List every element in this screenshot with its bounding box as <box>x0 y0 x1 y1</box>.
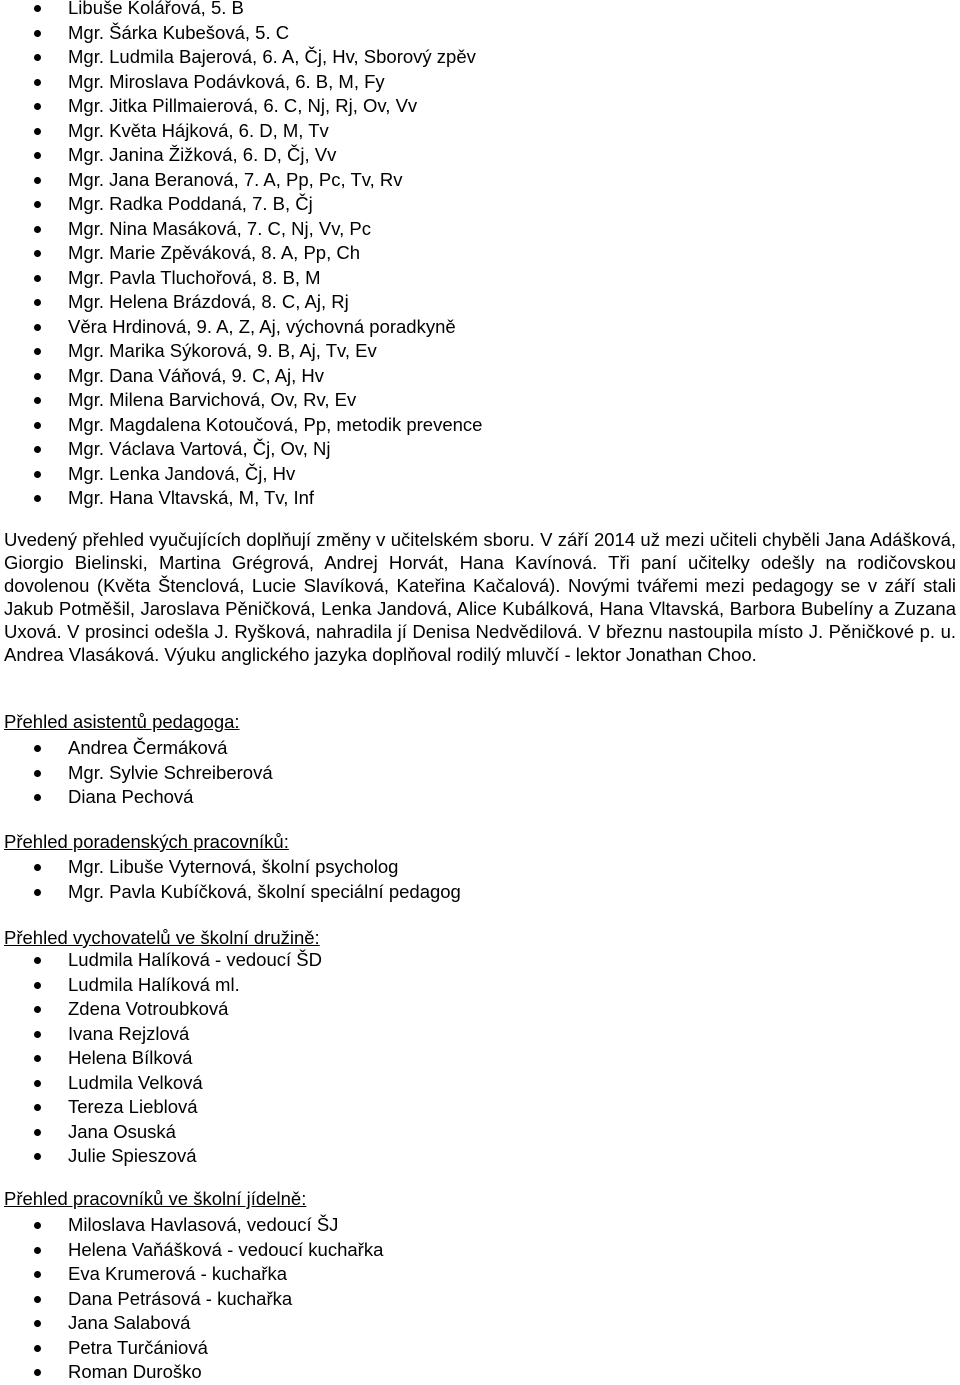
bullet-icon <box>34 471 41 478</box>
bullet-icon <box>34 397 41 404</box>
after-school-club-list <box>0 948 322 1169</box>
bullet-icon <box>34 5 41 12</box>
list-item <box>0 1022 322 1047</box>
list-item-text: Ludmila Velková <box>68 1071 203 1093</box>
list-item <box>0 880 461 905</box>
list-item <box>0 1144 322 1169</box>
teacher-list <box>0 0 482 511</box>
bullet-icon <box>34 152 41 159</box>
bullet-icon <box>34 373 41 380</box>
list-item-text: Tereza Lieblová <box>68 1096 198 1117</box>
list-item-text: Ivana Rejzlová <box>68 1022 190 1044</box>
list-item-text: Věra Hrdinová, 9. A, Z, Aj, výchovná poradkyně <box>68 315 456 337</box>
list-item <box>0 1238 383 1263</box>
bullet-icon <box>34 1320 41 1327</box>
bullet-icon <box>34 79 41 86</box>
list-item <box>0 761 273 786</box>
list-item-text: Mgr. Jana Beranová, 7. A, Pp, Pc, Tv, Rv <box>68 168 403 190</box>
list-item-text: Mgr. Ludmila Bajerová, 6. A, Čj, Hv, Sborový zpěv <box>68 46 476 67</box>
list-item <box>0 1360 383 1385</box>
bullet-icon <box>34 422 41 429</box>
list-item <box>0 94 482 119</box>
assistants-list <box>0 736 273 810</box>
list-item <box>0 997 322 1022</box>
list-item <box>0 266 482 291</box>
list-item <box>0 785 273 810</box>
list-item-text: Mgr. Pavla Tluchořová, 8. B, M <box>68 266 321 288</box>
bullet-icon <box>34 177 41 184</box>
bullet-icon <box>34 1222 41 1229</box>
bullet-icon <box>34 1031 41 1038</box>
list-item-text: Dana Petrásová - kuchařka <box>68 1287 293 1309</box>
bullet-icon <box>34 1271 41 1278</box>
bullet-icon <box>34 275 41 282</box>
list-item <box>0 217 482 242</box>
assistants-heading: Přehled asistentů pedagoga: <box>4 711 240 732</box>
list-item-text: Mgr. Magdalena Kotoučová, Pp, metodik prevence <box>68 413 483 435</box>
list-item <box>0 0 482 21</box>
list-item-text: Mgr. Milena Barvichová, Ov, Rv, Ev <box>68 389 357 410</box>
list-item <box>0 241 482 266</box>
list-item <box>0 462 482 487</box>
list-item-text: Mgr. Dana Váňová, 9. C, Aj, Hv <box>68 364 325 386</box>
list-item <box>0 1262 383 1287</box>
bullet-icon <box>34 446 41 453</box>
list-item-text: Miloslava Havlasová, vedoucí ŠJ <box>68 1214 339 1235</box>
list-item <box>0 45 482 70</box>
list-item-text: Eva Krumerová - kuchařka <box>68 1263 288 1284</box>
list-item-text: Roman Duroško <box>68 1361 202 1382</box>
list-item-text: Mgr. Janina Žižková, 6. D, Čj, Vv <box>68 144 337 165</box>
list-item-text: Mgr. Radka Poddaná, 7. B, Čj <box>68 193 313 214</box>
list-item-text: Ludmila Halíková ml. <box>68 973 240 995</box>
bullet-icon <box>34 770 41 777</box>
bullet-icon <box>34 30 41 37</box>
list-item-text: Mgr. Helena Brázdová, 8. C, Aj, Rj <box>68 291 349 312</box>
bullet-icon <box>34 128 41 135</box>
list-item <box>0 1287 383 1312</box>
bullet-icon <box>34 1369 41 1376</box>
list-item <box>0 315 482 340</box>
list-item <box>0 364 482 389</box>
list-item-text: Mgr. Libuše Vyternová, školní psycholog <box>68 856 399 877</box>
list-item-text: Mgr. Šárka Kubešová, 5. C <box>68 21 290 43</box>
list-item <box>0 1311 383 1336</box>
bullet-icon <box>34 348 41 355</box>
canteen-heading: Přehled pracovníků ve školní jídelně: <box>4 1188 307 1209</box>
bullet-icon <box>34 1129 41 1136</box>
list-item <box>0 143 482 168</box>
list-item-text: Ludmila Halíková - vedoucí ŠD <box>68 949 322 970</box>
list-item-text: Mgr. Hana Vltavská, M, Tv, Inf <box>68 487 315 508</box>
list-item <box>0 339 482 364</box>
bullet-icon <box>34 1345 41 1352</box>
list-item <box>0 290 482 315</box>
bullet-icon <box>34 1247 41 1254</box>
bullet-icon <box>34 957 41 964</box>
list-item-text: Mgr. Sylvie Schreiberová <box>68 761 273 783</box>
list-item-text: Libuše Kolářová, 5. B <box>68 0 244 18</box>
list-item <box>0 70 482 95</box>
list-item-text: Mgr. Lenka Jandová, Čj, Hv <box>68 462 296 484</box>
bullet-icon <box>34 864 41 871</box>
list-item <box>0 855 461 880</box>
list-item-text: Petra Turčániová <box>68 1336 208 1358</box>
list-item-text: Andrea Čermáková <box>68 737 228 758</box>
list-item-text: Mgr. Miroslava Podávková, 6. B, M, Fy <box>68 70 385 92</box>
bullet-icon <box>34 1055 41 1062</box>
list-item <box>0 1095 322 1120</box>
list-item <box>0 948 322 973</box>
list-item-text: Mgr. Marie Zpěváková, 8. A, Pp, Ch <box>68 242 361 263</box>
list-item-text: Mgr. Pavla Kubíčková, školní speciální pedagog <box>68 880 461 902</box>
list-item-text: Julie Spieszová <box>68 1145 197 1166</box>
list-item <box>0 192 482 217</box>
canteen-list <box>0 1213 383 1385</box>
bullet-icon <box>34 1080 41 1087</box>
list-item <box>0 736 273 761</box>
list-item <box>0 1336 383 1361</box>
bullet-icon <box>34 889 41 896</box>
list-item <box>0 413 482 438</box>
list-item <box>0 119 482 144</box>
list-item-text: Jana Salabová <box>68 1312 191 1333</box>
bullet-icon <box>34 1296 41 1303</box>
list-item-text: Helena Bílková <box>68 1047 193 1068</box>
bullet-icon <box>34 1006 41 1013</box>
list-item <box>0 388 482 413</box>
bullet-icon <box>34 54 41 61</box>
staff-changes-paragraph: Uvedený přehled vyučujících doplňují změny v učitelském sboru. V září 2014 už mezi učiteli chyběli Jana Adášková, Giorgio Bielinski, Martina Grégrová, Andrej Horvát, Hana Kavínová. Tři paní učitelky odešly na rodičovskou dovolenou (Květa Štenclová, Lucie Slavíková, Kateřina Kačalová). Novými tvářemi mezi pedagogy se v září stali Jakub Potměšil, Jaroslava Pěničková, Lenka Jandová, Alice Kubálková, Hana Vltavská, Barbora Bubelíny a Zuzana Uxová. V prosinci odešla J. Ryšková, nahradila jí Denisa Nedvědilová. V březnu nastoupila místo J. Pěničkové p. u. Andrea Vlasáková. Výuku anglického jazyka doplňoval rodilý mluvčí - lektor Jonathan Choo. <box>4 529 956 665</box>
list-item <box>0 1046 322 1071</box>
list-item <box>0 1213 383 1238</box>
list-item <box>0 168 482 193</box>
bullet-icon <box>34 226 41 233</box>
list-item-text: Mgr. Nina Masáková, 7. C, Nj, Vv, Pc <box>68 217 371 239</box>
list-item-text: Diana Pechová <box>68 786 194 807</box>
list-item <box>0 973 322 998</box>
list-item <box>0 21 482 46</box>
bullet-icon <box>34 201 41 208</box>
bullet-icon <box>34 299 41 306</box>
bullet-icon <box>34 495 41 502</box>
counselors-heading: Přehled poradenských pracovníků: <box>4 831 289 852</box>
bullet-icon <box>34 324 41 331</box>
bullet-icon <box>34 1104 41 1111</box>
list-item-text: Mgr. Jitka Pillmaierová, 6. C, Nj, Rj, Ov, Vv <box>68 95 418 116</box>
list-item-text: Zdena Votroubková <box>68 998 229 1019</box>
list-item-text: Helena Vaňášková - vedoucí kuchařka <box>68 1238 384 1260</box>
bullet-icon <box>34 745 41 752</box>
after-school-club-heading: Přehled vychovatelů ve školní družině: <box>4 927 320 948</box>
list-item <box>0 486 482 511</box>
bullet-icon <box>34 982 41 989</box>
list-item <box>0 437 482 462</box>
bullet-icon <box>34 794 41 801</box>
bullet-icon <box>34 250 41 257</box>
bullet-icon <box>34 1153 41 1160</box>
list-item <box>0 1071 322 1096</box>
list-item-text: Jana Osuská <box>68 1120 176 1142</box>
list-item <box>0 1120 322 1145</box>
list-item-text: Mgr. Václava Vartová, Čj, Ov, Nj <box>68 438 331 459</box>
list-item-text: Mgr. Marika Sýkorová, 9. B, Aj, Tv, Ev <box>68 340 377 361</box>
counselors-list <box>0 855 461 904</box>
list-item-text: Mgr. Květa Hájková, 6. D, M, Tv <box>68 119 329 141</box>
bullet-icon <box>34 103 41 110</box>
